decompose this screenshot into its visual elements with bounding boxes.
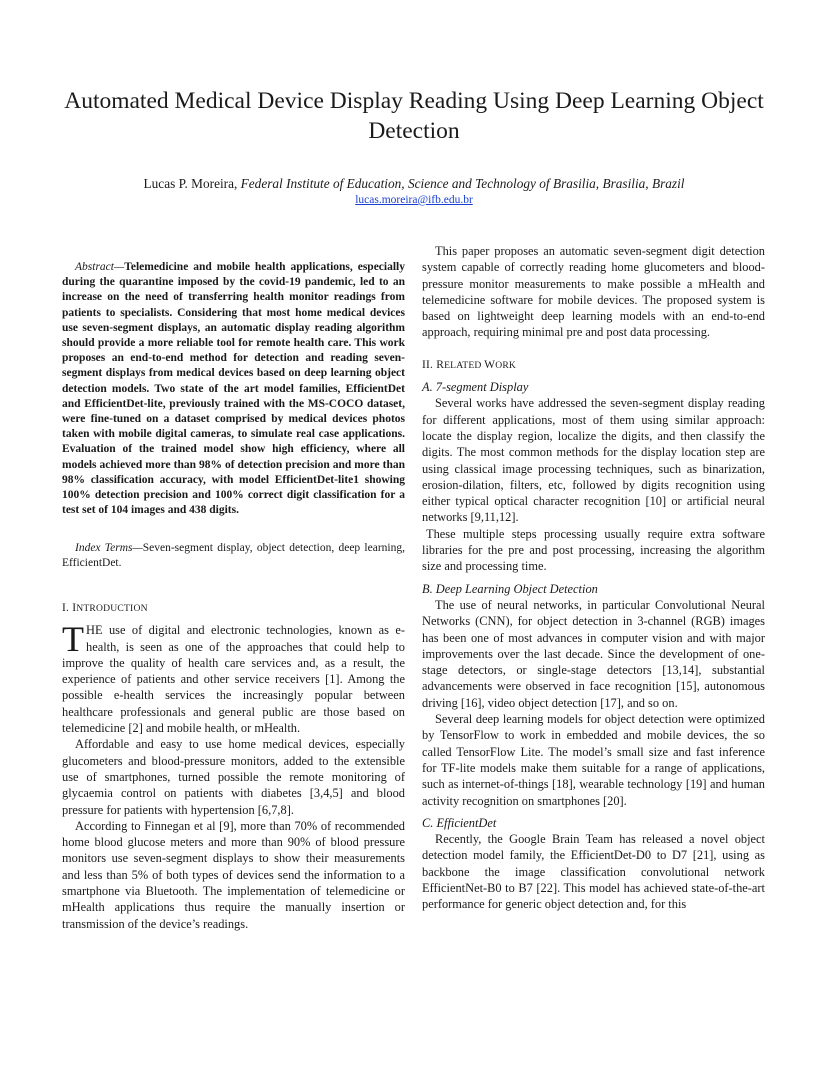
- subsection-heading-deep-learning: B. Deep Learning Object Detection: [422, 581, 598, 596]
- author-affiliation: Federal Institute of Education, Science and Technology of Brasilia, Brasilia, Brazil: [240, 176, 685, 191]
- abstract-label: Abstract: [75, 261, 114, 273]
- index-terms-label: Index Terms: [75, 542, 133, 554]
- related-a-paragraph-2: These multiple steps processing usually require extra software libraries for the pre and post processing, increasing the algorithm size and processing time.: [422, 526, 765, 574]
- intro-continued-paragraph: This paper proposes an automatic seven-segment digit detection system capable of correctly reading home glucometers and blood-pressure monitor measurements to make possible a mHealth and telemedicine software for mobile devices. The proposed system is based on lightweight deep learning models with an end-to-end approach, requiring minimal pre and post data processing.: [422, 244, 765, 340]
- intro-paragraph-1: THE use of digital and electronic technologies, known as e-health, is seen as one of the approaches that could help to improve the quality of health care services and, as a result, the experience of patients and other service receivers [1]. Among the possible e-health services the increasingly popular between healthcare professionals and general public are those based on telemedicine [2] and mobile health, or mHealth.: [62, 619, 405, 736]
- section-heading-introduction: I. INTRODUCTION: [62, 602, 148, 614]
- intro-paragraph-3: According to Finnegan et al [9], more than 70% of recommended home blood glucose meters and more than 90% of blood pressure monitors use seven-segment displays to show their measurements and less than 5% of both types of devices send the information to a smartphone via Bluetooth. The implementation of telemedicine or mHealth applications thus require the manually insertion or transmission of the device’s readings.: [62, 818, 405, 931]
- index-terms: Index Terms—Seven-segment display, object detection, deep learning, EfficientDet.: [62, 542, 405, 570]
- section-heading-related-work: II. RELATED WORK: [422, 358, 517, 371]
- left-column-intro: [62, 600, 405, 932]
- author-line: [40, 175, 788, 192]
- abstract-text: Telemedicine and mobile health applications, especially during the quarantine imposed by the covid-19 pandemic, led to an increase on the need of transferring health monitor readings from patients to specialists. Considering that most home medical devices use seven-segment displays, an automatic display reading algorithm should provide a more reliable tool for remote health care. This work proposes an end-to-end method for detection and reading seven-segment displays from medical devices based on deep learning object detection models. Two state of the art model families, EfficientDet and EfficientDet-lite, previously trained with the MS-COCO dataset, were fine-tuned on a dataset comprised by medical devices photos taken with mobile digital cameras, to simulate real case applications. Evaluation of the trained model show high efficiency, where all models achieved more than 98% of detection precision and more than 98% classification accuracy, with model EfficientDet-lite1 showing 100% detection precision and 100% correct digit classification for a test set of 104 images and 438 digits.: [62, 261, 405, 517]
- dropcap-letter: T: [62, 619, 84, 660]
- subsection-heading-7-segment: A. 7-segment Display: [422, 380, 529, 395]
- related-b-paragraph-2: Several deep learning models for object detection were optimized by TensorFlow to work in embedded and mobile devices, the so called TensorFlow Lite. The model’s small size and fast inference for TF-lite models make them suitable for a range of applications, such as internet-of-things [18], wearable technology [19] and human activity recognition on smartphones [20].: [422, 712, 765, 808]
- paper-title: Automated Medical Device Display Reading Using Deep Learning Object Detection: [64, 88, 764, 144]
- subsection-heading-efficientdet: C. EfficientDet: [422, 815, 497, 830]
- index-terms-text: Seven-segment display, object detection, deep learning, EfficientDet.: [62, 542, 405, 570]
- author-email-link[interactable]: lucas.moreira@ifb.edu.br: [355, 194, 473, 206]
- abstract: Abstract—Telemedicine and mobile health applications, especially during the quarantine imposed by the covid-19 pandemic, led to an increase on the need of transferring health monitor readings from patients to specialists. Considering that most home medical devices use seven-segment displays, an automatic display reading algorithm should provide a more reliable tool for remote health care. This work proposes an end-to-end method for detection and reading seven-segment displays from medical devices based on deep learning object detection models. Two state of the art model families, EfficientDet and EfficientDet-lite, previously trained with the MS-COCO dataset, were fine-tuned on a dataset comprised by medical devices photos taken with mobile digital cameras, to simulate real case applications. Evaluation of the trained model show high efficiency, where all models achieved more than 98% of detection precision and more than 98% classification accuracy, with model EfficientDet-lite1 showing 100% detection precision and 100% correct digit classification for a test set of 104 images and 438 digits.: [62, 261, 405, 517]
- related-c-paragraph-1: Recently, the Google Brain Team has released a novel object detection model family, the EfficientDet-D0 to D7 [21], using as backbone the image classification convolutional network EfficientNet-B0 to B7 [22]. This model has achieved state-of-the-art performance for generic object detection and, for this: [422, 832, 765, 912]
- author-name: Lucas P. Moreira,: [143, 176, 238, 191]
- intro-paragraph-2: Affordable and easy to use home medical devices, especially glucometers and blood-pressure monitors, added to the extensible use of smartphones, turned possible the remote monitoring of glycaemia control on patients with diabetes [3,4,5] and blood pressure for patients with hypertension [6,7,8].: [62, 737, 405, 817]
- related-b-paragraph-1: The use of neural networks, in particular Convolutional Neural Networks (CNN), for object detection in 3-channel (RGB) images has been one of most advances in computer vision and with major improvements over the last decade. Since the development of one-stage detectors, or single-stage detectors [13,14], substantial advancements were observed in face recognition [15], autonomous driving [16], video object detection [17], and so on.: [422, 597, 765, 710]
- right-column: [422, 243, 765, 913]
- related-a-paragraph-1: Several works have addressed the seven-segment display reading for different applications, most of them using similar approach: locate the display region, localize the digits, and then classify the digits. The most common methods for the display location step are using classical image processing techniques, such as binarization, erosion-dilation, filters, etc, followed by digits recognition using either typical optical character recognition [10] or artificial neural networks [9,11,12].: [422, 396, 765, 525]
